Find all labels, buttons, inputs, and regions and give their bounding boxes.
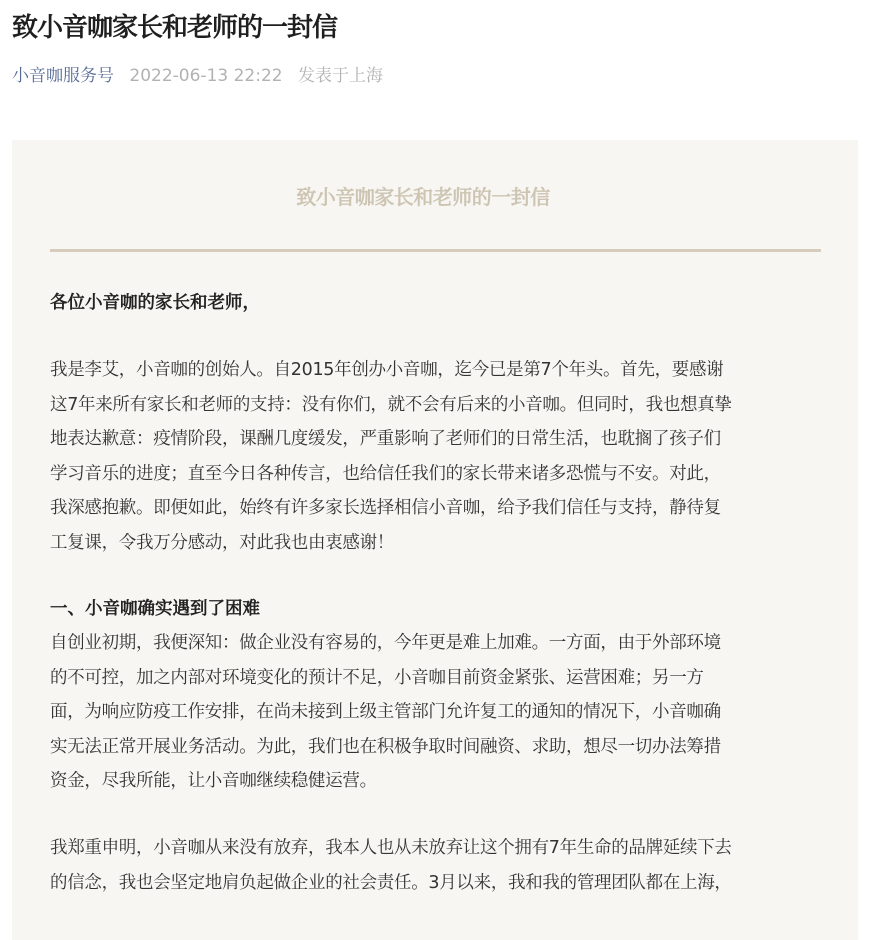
text-line: 学习音乐的进度；直至今日各种传言，也给信任我们的家长带来诸多恐慌与不安。对此， — [50, 463, 721, 484]
text-line: 实无法正常开展业务活动。为此，我们也在积极争取时间融资、求助，想尽一切办法筹措 — [50, 736, 721, 757]
text-line: 我郑重申明，小音咖从来没有放弃，我本人也从未放弃让这个拥有7年生命的品牌延续下去 — [50, 838, 732, 858]
publish-location: 发表于上海 — [298, 66, 384, 86]
letter-title: 致小音咖家长和老师的一封信 — [296, 185, 550, 209]
text-line: 的信念，我也会坚定地肩负起做企业的社会责任。3月以来，我和我的管理团队都在上海， — [50, 872, 732, 893]
text-line: 自创业初期，我便深知：做企业没有容易的，今年更是难上加难。一方面，由于外部环境 — [50, 633, 721, 653]
article-title: 致小音咖家长和老师的一封信 — [12, 13, 338, 43]
article-meta — [12, 64, 393, 88]
author-link[interactable]: 小音咖服务号 — [12, 66, 114, 86]
text-line: 资金，尽我所能，让小音咖继续稳健运营。 — [50, 771, 377, 792]
text-line: 的不可控，加之内部对环境变化的预计不足，小音咖目前资金紧张、运营困难；另一方 — [50, 667, 704, 688]
paragraph-2 — [50, 626, 830, 799]
text-line: 这7年来所有家长和老师的支持：没有你们，就不会有后来的小音咖。但同时，我也想真挚 — [50, 394, 732, 415]
title-divider — [50, 249, 821, 252]
text-line: 我是李艾，小音咖的创始人。自2015年创办小音咖，迄今已是第7个年头。首先，要感谢 — [50, 360, 724, 380]
greeting: 各位小音咖的家长和老师， — [50, 293, 260, 313]
section-heading: 一、小音咖确实遇到了困难 — [50, 599, 260, 619]
text-line: 我深感抱歉。即便如此，始终有许多家长选择相信小音咖，给予我们信任与支持，静待复 — [50, 498, 721, 519]
text-line: 地表达歉意：疫情阶段，课酬几度缓发，严重影响了老师们的日常生活，也耽搁了孩子们 — [50, 429, 721, 450]
paragraph-3 — [50, 831, 830, 900]
text-line: 面，为响应防疫工作安排，在尚未接到上级主管部门允许复工的通知的情况下，小音咖确 — [50, 702, 721, 723]
publish-date: 2022-06-13 22:22 — [129, 66, 283, 86]
paragraph-1 — [50, 353, 830, 561]
text-line: 工复课，令我万分感动，对此我也由衷感谢！ — [50, 532, 394, 553]
